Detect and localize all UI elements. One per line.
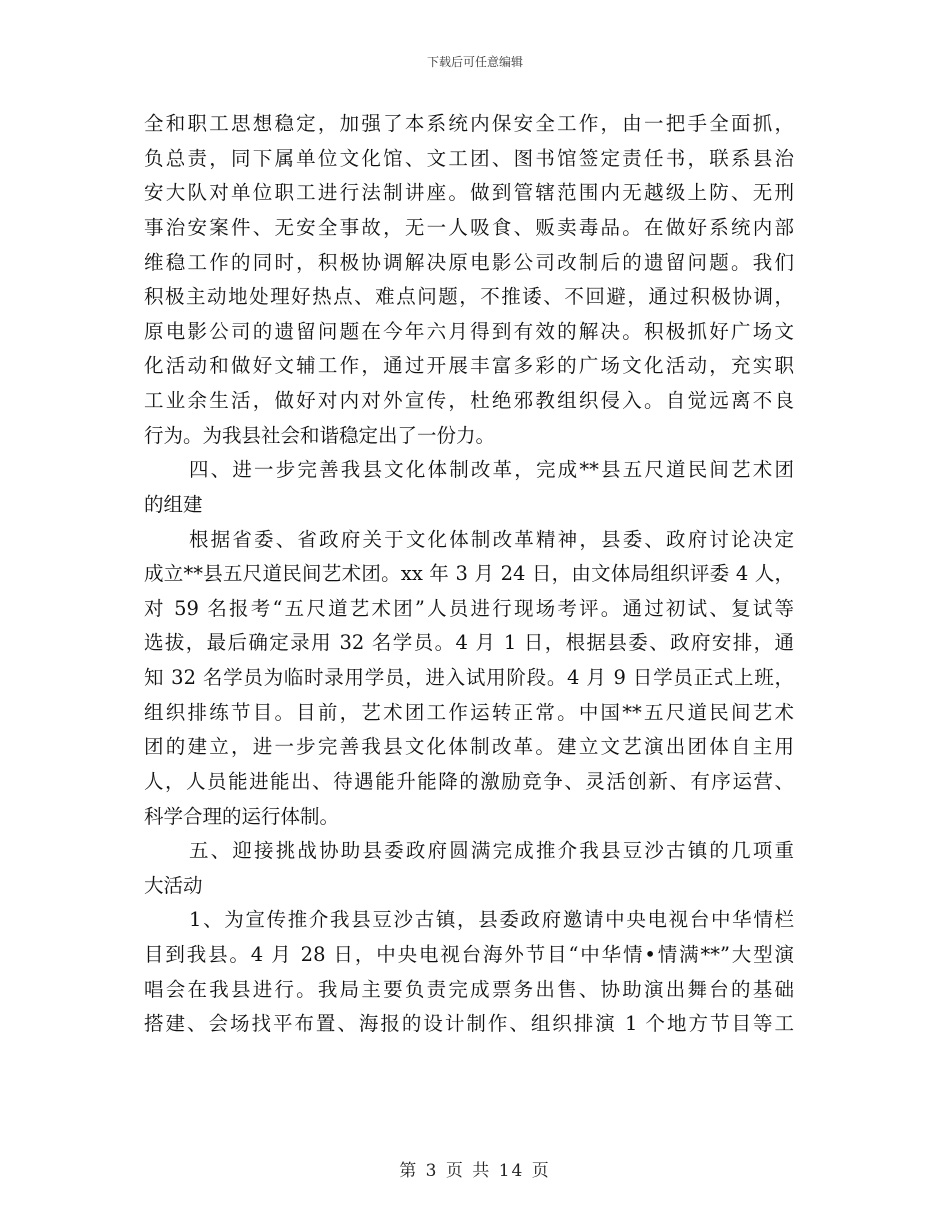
- section-heading-line: 四、进一步完善我县文化体制改革，完成**县五尺道民间艺术团: [189, 458, 794, 482]
- text-line: 成立**县五尺道民间艺术团。xx 年 3 月 24 日，由文体局组织评委 4 人，: [144, 562, 794, 586]
- text-line: 安大队对单位职工进行法制讲座。做到管辖范围内无越级上防、无刑: [144, 181, 794, 205]
- section-heading-line: 大活动: [144, 873, 203, 897]
- text-line: 搭建、会场找平布置、海报的设计制作、组织排演 1 个地方节目等工: [144, 1012, 794, 1036]
- text-line: 维稳工作的同时，积极协调解决原电影公司改制后的遗留问题。我们: [144, 250, 794, 274]
- text-line: 化活动和做好文辅工作，通过开展丰富多彩的广场文化活动，充实职: [144, 354, 794, 378]
- text-line: 唱会在我县进行。我局主要负责完成票务出售、协助演出舞台的基础: [144, 977, 794, 1001]
- page-header-note: 下载后可任意编辑: [426, 55, 523, 69]
- text-line: 目到我县。4 月 28 日，中央电视台海外节目“中华情•情满**”大型演: [144, 943, 794, 966]
- text-line: 行为。为我县社会和谐稳定出了一份力。: [144, 423, 496, 447]
- text-line: 负总责，同下属单位文化馆、文工团、图书馆签定责任书，联系县治: [144, 146, 794, 170]
- text-line: 人，人员能进能出、待遇能升能降的激励竞争、灵活创新、有序运营、: [144, 769, 794, 793]
- text-line: 原电影公司的遗留问题在今年六月得到有效的解决。积极抓好广场文: [144, 319, 794, 343]
- text-line: 事治安案件、无安全事故，无一人吸食、贩卖毒品。在做好系统内部: [144, 215, 794, 239]
- text-line: 对 59 名报考“五尺道艺术团”人员进行现场考评。通过初试、复试等: [144, 596, 794, 620]
- text-line: 工业余生活，做好对内对外宣传，杜绝邪教组织侵入。自觉远离不良: [144, 389, 794, 412]
- text-line: 1、为宣传推介我县豆沙古镇，县委政府邀请中央电视台中华情栏: [189, 908, 794, 932]
- text-line: 积极主动地处理好热点、难点问题，不推诿、不回避，通过积极协调，: [144, 285, 794, 309]
- text-line: 选拔，最后确定录用 32 名学员。4 月 1 日，根据县委、政府安排，通: [144, 631, 794, 655]
- text-line: 团的建立，进一步完善我县文化体制改革。建立文艺演出团体自主用: [144, 735, 794, 759]
- text-line: 知 32 名学员为临时录用学员，进入试用阶段。4 月 9 日学员正式上班，: [144, 666, 794, 689]
- section-heading-line: 的组建: [144, 492, 203, 516]
- text-line: 全和职工思想稳定，加强了本系统内保安全工作，由一把手全面抓，: [144, 112, 794, 135]
- text-line: 组织排练节目。目前，艺术团工作运转正常。中国**五尺道民间艺术: [144, 700, 794, 724]
- page-number: 第 3 页 共 14 页: [399, 1161, 551, 1181]
- section-heading-line: 五、迎接挑战协助县委政府圆满完成推介我县豆沙古镇的几项重: [189, 839, 794, 863]
- text-line: 根据省委、省政府关于文化体制改革精神，县委、政府讨论决定: [189, 527, 794, 551]
- document-body: [144, 107, 794, 1042]
- text-line: 科学合理的运行体制。: [144, 804, 340, 828]
